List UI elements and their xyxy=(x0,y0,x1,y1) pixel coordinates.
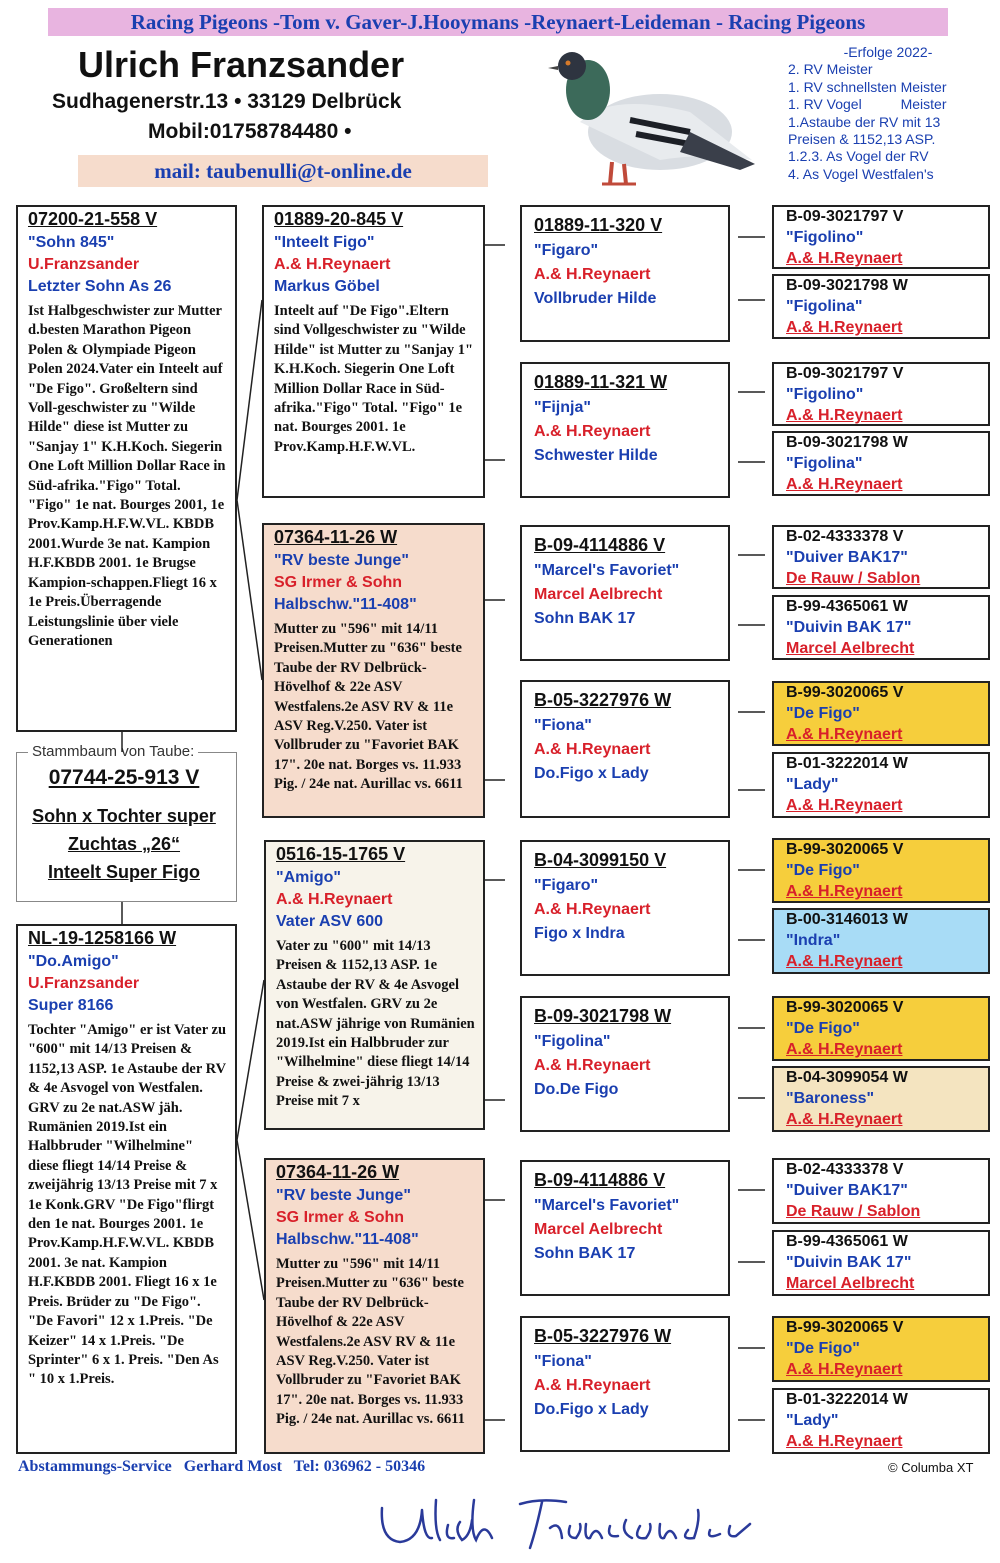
pedigree-breeder: A.& H.Reynaert xyxy=(534,266,651,283)
pedigree-description: Mutter zu "596" mit 14/11 Preisen.Mutter zu "636" beste Taube der RV Delbrück-Hövelhof & 22e ASV Westfalens.2e ASV RV & 11e ASV Reg.V.250. Vater ist Vollbruder zu "Favoriet BAK 17". 20e nat. Borges vs. 11.933 Pig. / 24e nat. Aurillac vs. 6611 xyxy=(274,621,463,793)
pedigree-ring: B-99-3020065 V xyxy=(786,841,904,858)
gen4-box xyxy=(772,681,990,746)
pedigree-breeder: A.& H.Reynaert xyxy=(786,883,903,900)
sire-breeder: U.Franzsander xyxy=(28,256,140,273)
pedigree-name: "Figaro" xyxy=(534,242,599,259)
pedigree-breeder: A.& H.Reynaert xyxy=(786,476,903,493)
gen4-box xyxy=(772,838,990,903)
dam-box xyxy=(16,924,237,1454)
pedigree-ring: B-99-3020065 V xyxy=(786,999,904,1016)
owner-mail[interactable]: mail: taubenulli@t-online.de xyxy=(78,155,488,187)
subject-description xyxy=(14,802,234,886)
gen4-box xyxy=(772,1066,990,1132)
pedigree-extra: Schwester Hilde xyxy=(534,447,658,464)
pedigree-name: "Duivin BAK 17" xyxy=(786,1254,912,1271)
gen4-box xyxy=(772,1230,990,1296)
pedigree-breeder: A.& H.Reynaert xyxy=(534,901,651,918)
success-line: 1.2.3. As Vogel der RV xyxy=(788,148,929,165)
pedigree-name: "Figolina" xyxy=(786,455,863,472)
pedigree-breeder: Marcel Aelbrecht xyxy=(534,1221,663,1238)
gen4-box xyxy=(772,1316,990,1382)
pedigree-breeder: De Rauw / Sablon xyxy=(786,570,921,587)
pedigree-ring: B-00-3146013 W xyxy=(786,911,908,928)
pedigree-breeder: Marcel Aelbrecht xyxy=(786,1275,915,1292)
subject-ring: 07744-25-913 V xyxy=(48,766,200,789)
pigeon-photo xyxy=(540,42,760,192)
pedigree-extra: Do.De Figo xyxy=(534,1081,619,1098)
gen3-box xyxy=(520,680,730,818)
gen4-box xyxy=(772,752,990,818)
pedigree-breeder: A.& H.Reynaert xyxy=(786,797,903,814)
gen3-box xyxy=(520,840,730,976)
pedigree-extra: Vater ASV 600 xyxy=(276,913,384,930)
pedigree-ring: B-01-3222014 W xyxy=(786,755,908,772)
owner-name: Ulrich Franzsander xyxy=(78,44,405,85)
pedigree-name: "Duiver BAK17" xyxy=(786,549,908,566)
pedigree-name: "Amigo" xyxy=(276,869,341,886)
pedigree-ring: 01889-11-320 V xyxy=(534,215,663,235)
sire-extra: Letzter Sohn As 26 xyxy=(28,278,172,295)
gen4-box xyxy=(772,1158,990,1224)
dam-name: "Do.Amigo" xyxy=(28,953,119,970)
pedigree-breeder: A.& H.Reynaert xyxy=(274,256,391,273)
pedigree-name: "Inteelt Figo" xyxy=(274,234,375,251)
pedigree-ring: B-05-3227976 W xyxy=(534,1326,672,1346)
success-line: 4. As Vogel Westfalen's xyxy=(788,165,934,182)
pedigree-name: "Marcel's Favoriet" xyxy=(534,562,680,579)
pedigree-name: "Figolina" xyxy=(786,298,863,315)
pedigree-ring: B-09-4114886 V xyxy=(534,535,666,555)
pedigree-extra: Do.Figo x Lady xyxy=(534,765,649,782)
pedigree-ring: 07364-11-26 W xyxy=(276,1162,400,1182)
pedigree-name: "Fiona" xyxy=(534,717,592,734)
pedigree-name: "Figaro" xyxy=(534,877,599,894)
pedigree-ring: 0516-15-1765 V xyxy=(276,844,406,864)
dam-extra: Super 8166 xyxy=(28,997,114,1014)
pedigree-breeder: A.& H.Reynaert xyxy=(534,423,651,440)
pedigree-ring: B-04-3099054 W xyxy=(786,1069,908,1086)
gen2-box xyxy=(262,523,485,818)
pedigree-ring: B-09-3021797 V xyxy=(786,365,904,382)
pedigree-extra: Halbschw."11-408" xyxy=(274,596,417,613)
pedigree-breeder: A.& H.Reynaert xyxy=(534,1377,651,1394)
sire-box xyxy=(16,205,237,732)
pedigree-name: "Figolina" xyxy=(534,1033,611,1050)
gen3-box xyxy=(520,1316,730,1452)
gen3-box xyxy=(520,996,730,1132)
pedigree-ring: B-99-3020065 V xyxy=(786,1319,904,1336)
pedigree-extra: Halbschw."11-408" xyxy=(276,1231,419,1248)
gen4-box xyxy=(772,205,990,269)
gen4-box xyxy=(772,525,990,589)
dam-breeder: U.Franzsander xyxy=(28,975,140,992)
signature-image xyxy=(370,1490,770,1560)
success-line: 1. RV schnellsten Meister xyxy=(788,78,947,95)
gen2-box xyxy=(264,840,485,1130)
pedigree-breeder: A.& H.Reynaert xyxy=(786,1111,903,1128)
pedigree-ring: B-09-3021798 W xyxy=(786,434,908,451)
pedigree-ring: B-99-4365061 W xyxy=(786,598,908,615)
owner-address: Sudhagenerstr.13 • 33129 Delbrück xyxy=(52,90,402,113)
pedigree-name: "Fiona" xyxy=(534,1353,592,1370)
pedigree-breeder: SG Irmer & Sohn xyxy=(274,574,403,591)
gen4-box xyxy=(772,1388,990,1454)
pedigree-breeder: A.& H.Reynaert xyxy=(786,407,903,424)
gen2-box xyxy=(264,1158,485,1454)
sire-name: "Sohn 845" xyxy=(28,234,115,251)
subject-line: Sohn x Tochter super xyxy=(32,806,216,826)
gen2-box xyxy=(262,205,485,498)
success-line: 1.Astaube der RV mit 13 xyxy=(788,113,941,130)
gen3-box xyxy=(520,1160,730,1296)
pedigree-name: "Figolino" xyxy=(786,386,864,403)
pedigree-name: "De Figo" xyxy=(786,862,860,879)
pedigree-name: "RV beste Junge" xyxy=(274,552,409,569)
pedigree-name: "Duivin BAK 17" xyxy=(786,619,912,636)
pedigree-ring: B-01-3222014 W xyxy=(786,1391,908,1408)
pedigree-ring: 01889-11-321 W xyxy=(534,372,668,392)
gen4-box xyxy=(772,595,990,660)
pedigree-ring: B-05-3227976 W xyxy=(534,690,672,710)
pedigree-ring: 07364-11-26 W xyxy=(274,527,398,547)
pedigree-extra: Sohn BAK 17 xyxy=(534,610,636,627)
pedigree-description: Inteelt auf "De Figo".Eltern sind Vollgeschwister zu "Wilde Hilde" ist Mutter zu "Sanjay 1" K.H.Koch. Siegerin One Loft Million Dollar Race in Süd-afrika."Figo" Total. "Figo" 1e nat. Bourges 2001. 1e Prov.Kamp.H.F.W.VL. xyxy=(274,303,474,455)
pedigree-breeder: A.& H.Reynaert xyxy=(534,741,651,758)
pedigree-name: "Indra" xyxy=(786,932,841,949)
pedigree-extra: Sohn BAK 17 xyxy=(534,1245,636,1262)
gen4-box xyxy=(772,362,990,426)
pedigree-breeder: Marcel Aelbrecht xyxy=(534,586,663,603)
pedigree-name: "Marcel's Favoriet" xyxy=(534,1197,680,1214)
success-line: 2. RV Meister xyxy=(788,61,873,78)
pedigree-breeder: A.& H.Reynaert xyxy=(786,726,903,743)
gen4-box xyxy=(772,431,990,496)
success-line: Preisen & 1152,13 ASP. xyxy=(788,131,936,148)
successes-title: -Erfolge 2022- xyxy=(843,44,933,60)
pedigree-name: "Lady" xyxy=(786,776,839,793)
pedigree-description: Vater zu "600" mit 14/13 Preisen & 1152,13 ASP. 1e Astaube der RV & 4e Asvogel von Westfalen. GRV zu 2e nat.ASW jährige von Rumänien 2019.Ist ein Halbbruder zur "Wilhelmine" diese fliegt 14/14 Preise & zwei-jährig 13/13 Preise mit 7 x xyxy=(276,938,475,1110)
pedigree-name: "Fijnja" xyxy=(534,399,591,416)
gen3-box xyxy=(520,205,730,342)
gen4-box xyxy=(772,996,990,1061)
pedigree-ring: B-09-4114886 V xyxy=(534,1170,666,1190)
pedigree-breeder: Marcel Aelbrecht xyxy=(786,640,915,657)
footer-copyright: © Columba XT xyxy=(888,1460,974,1475)
pedigree-description: Mutter zu "596" mit 14/11 Preisen.Mutter zu "636" beste Taube der RV Delbrück-Hövelhof & 22e ASV Westfalens.2e ASV RV & 11e ASV Reg.V.250. Vater ist Vollbruder zu "Favoriet BAK 17". 20e nat. Borges vs. 11.933 Pig. / 24e nat. Aurillac vs. 6611 xyxy=(276,1256,465,1428)
pedigree-extra: Figo x Indra xyxy=(534,925,625,942)
footer-service: Abstammungs-Service Gerhard Most Tel: 036962 - 50346 xyxy=(18,1458,426,1475)
pedigree-ring: B-04-3099150 V xyxy=(534,850,667,870)
gen3-box xyxy=(520,362,730,498)
pedigree-name: "RV beste Junge" xyxy=(276,1187,411,1204)
pedigree-ring: B-09-3021798 W xyxy=(786,277,908,294)
header-banner: Racing Pigeons -Tom v. Gaver-J.Hooymans -Reynaert-Leideman - Racing Pigeons xyxy=(48,8,948,36)
pedigree-name: "Baroness" xyxy=(786,1090,875,1107)
owner-phone: Mobil:01758784480 • xyxy=(148,120,352,143)
sire-ring: 07200-21-558 V xyxy=(28,209,158,229)
pedigree-ring: B-02-4333378 V xyxy=(786,528,904,545)
successes-panel xyxy=(788,44,988,183)
pedigree-breeder: A.& H.Reynaert xyxy=(786,1361,903,1378)
pedigree-ring: B-09-3021798 W xyxy=(534,1006,672,1026)
dam-description: Tochter "Amigo" er ist Vater zu "600" mit 14/13 Preisen & 1152,13 ASP. 1e Astaube der RV & 4e Asvogel von Westfalen. GRV zu 2e nat.ASW jäh. Rumänien 2019.Ist ein Halbbruder "Wilhelmine" diese fliegt 14/14 Preise & zweijährig 13/13 Preise mit 7 x 1e Konk.GRV "De Figo"flirgt den 1e nat. Bourges 2001. 1e Prov.Kamp.H.F.W.VL. KBDB 2001. 3e nat. Kampion H.F.KBDB 2001. Fliegt 16 x 1e Preis. Brüder zu "De Figo". "De Favori" 12 x 1.Preis. "De Keizer" 14 x 1.Preis. "De Sprinter" 6 x 1. Preis. "Den As " 10 x 1.Preis. xyxy=(28,1022,227,1388)
pedigree-breeder: De Rauw / Sablon xyxy=(786,1203,921,1220)
pedigree-breeder: A.& H.Reynaert xyxy=(786,1041,903,1058)
pedigree-extra: Markus Göbel xyxy=(274,278,380,295)
gen4-box xyxy=(772,908,990,974)
gen4-box xyxy=(772,274,990,339)
pedigree-ring: B-09-3021797 V xyxy=(786,208,904,225)
pedigree-ring: B-99-4365061 W xyxy=(786,1233,908,1250)
pedigree-breeder: SG Irmer & Sohn xyxy=(276,1209,405,1226)
pedigree-extra: Vollbruder Hilde xyxy=(534,290,657,307)
pedigree-name: "Figolino" xyxy=(786,229,864,246)
pedigree-breeder: A.& H.Reynaert xyxy=(786,953,903,970)
pedigree-breeder: A.& H.Reynaert xyxy=(786,319,903,336)
pedigree-name: "De Figo" xyxy=(786,705,860,722)
pedigree-ring: B-99-3020065 V xyxy=(786,684,904,701)
pedigree-name: "De Figo" xyxy=(786,1020,860,1037)
subject-line: Zuchtas „26“ xyxy=(67,834,181,854)
pedigree-ring: 01889-20-845 V xyxy=(274,209,404,229)
pedigree-extra: Do.Figo x Lady xyxy=(534,1401,649,1418)
subject-label: Stammbaum von Taube: xyxy=(28,743,198,760)
pedigree-name: "Duiver BAK17" xyxy=(786,1182,908,1199)
pedigree-ring: B-02-4333378 V xyxy=(786,1161,904,1178)
pedigree-breeder: A.& H.Reynaert xyxy=(276,891,393,908)
sire-description: Ist Halbgeschwister zur Mutter d.besten Marathon Pigeon Polen & Olympiade Pigeon Polen 2024.Vater ein Inteelt auf "De Figo". Großeltern sind Voll-geschwister zu "Wilde Hilde" diese ist Mutter zu "Sanjay 1" K.H.Koch. Siegerin One Loft Million Dollar Race in Süd-afrika."Figo" Total. "Figo" 1e nat. Bourges 2001, 1e Prov.Kamp.H.F.W.VL. KBDB 2001.Wurde 3e nat. Kampion H.F.KBDB 2001. 1e Brugse Kampion-schappen.Fliegt 16 x 1e Preis.Überragende Leistungslinie über viele Generationen xyxy=(28,303,226,649)
pedigree-name: "Lady" xyxy=(786,1412,839,1429)
pedigree-breeder: A.& H.Reynaert xyxy=(786,250,903,267)
success-line: 1. RV Vogel Meister xyxy=(788,96,947,113)
pedigree-breeder: A.& H.Reynaert xyxy=(534,1057,651,1074)
subject-line: Inteelt Super Figo xyxy=(47,862,200,882)
dam-ring: NL-19-1258166 W xyxy=(28,928,177,948)
gen3-box xyxy=(520,525,730,661)
pedigree-name: "De Figo" xyxy=(786,1340,860,1357)
pedigree-breeder: A.& H.Reynaert xyxy=(786,1433,903,1450)
